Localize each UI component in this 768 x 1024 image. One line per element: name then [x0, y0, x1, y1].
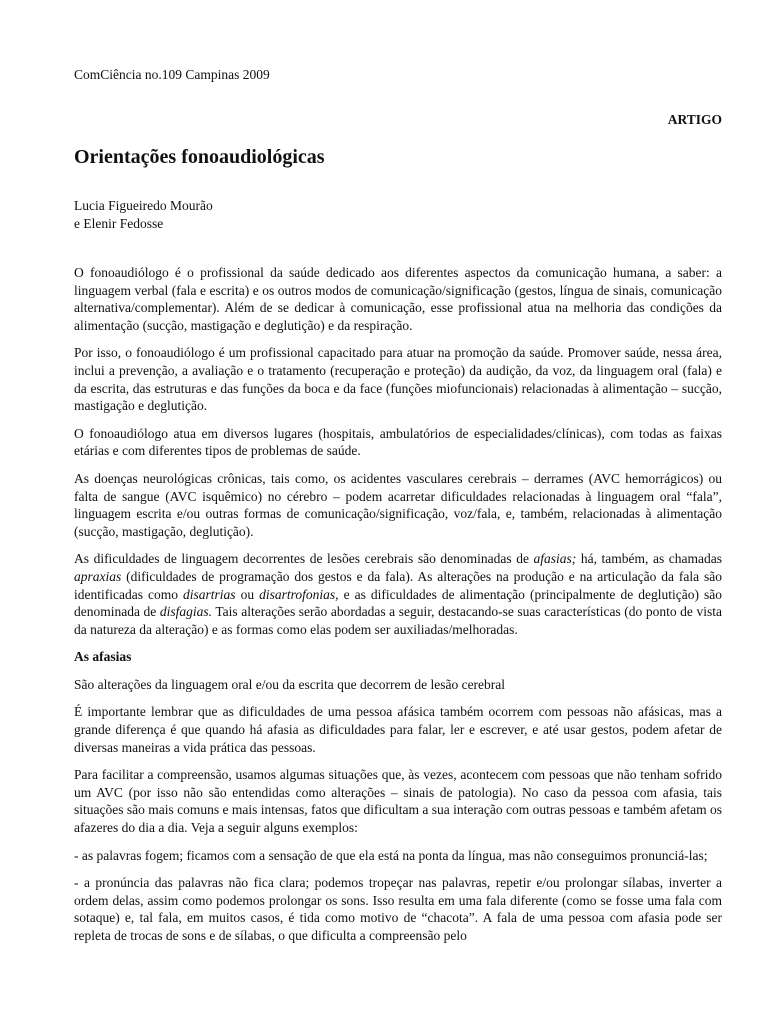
author-list	[74, 197, 213, 232]
author-name: e Elenir Fedosse	[74, 215, 164, 231]
paragraph: - as palavras fogem; ficamos com a sensação de que ela está na ponta da língua, mas não conseguimos pronunciá-las;	[74, 847, 708, 863]
author-name: Lucia Figueiredo Mourão	[74, 198, 213, 213]
term-disfagias: disfagias.	[159, 604, 213, 620]
text-run: ou	[235, 586, 260, 602]
journal-line: ComCiência no.109 Campinas 2009	[74, 67, 270, 82]
paragraph	[74, 550, 722, 638]
paragraph: As doenças neurológicas crônicas, tais como, os acidentes vasculares cerebrais – derrames (AVC hemorrágicos) ou falta de sangue (AVC isquêmico) no cérebro – podem acarretar dificuldades relacionadas à linguagem oral “fala”, linguagem escrita e/ou outras formas de comunicação/significação, voz/fala, e, também, relacionadas à alimentação (sucção, mastigação, deglutição).	[74, 470, 722, 539]
paragraph: Por isso, o fonoaudiólogo é um profissional capacitado para atuar na promoção da saúde. Promover saúde, nessa área, inclui a prevenção, a avaliação e o tratamento (recuperação e proteção) da audição, da voz, da linguagem oral (fala) e da escrita, das estruturas e das funções da boca e da face (funções miofuncionais) relacionadas à alimentação – sucção, mastigação e deglutição.	[74, 345, 722, 414]
paragraph: São alterações da linguagem oral e/ou da escrita que decorrem de lesão cerebral	[74, 676, 506, 692]
term-apraxias: apraxias	[74, 568, 122, 584]
term-afasias: afasias;	[533, 551, 577, 567]
text-run: e as dificuldades de alimentação (principalmente de deglutição) são denominada de	[74, 586, 723, 620]
article-title: Orientações fonoaudiológicas	[74, 146, 325, 168]
paragraph: O fonoaudiólogo atua em diversos lugares (hospitais, ambulatórios de especialidades/clínicas), com todas as faixas etárias e com diferentes tipos de problemas de saúde.	[74, 425, 722, 459]
term-disartrias: disartrias	[183, 586, 236, 602]
text-run: (dificuldades de programação dos gestos e da fala). As alterações na produção e na articulação da fala são identificadas como	[74, 568, 722, 602]
text-run: há, também, as chamadas	[576, 551, 722, 567]
paragraph: - a pronúncia das palavras não fica clara; podemos tropeçar nas palavras, repetir e/ou prolongar sílabas, inverter a ordem delas, assim como podemos prolongar os sons. Isso resulta em uma fala diferente (como se fosse uma fala com sotaque) e, tal fala, em muitos casos, é tida como motivo de “chacota”. A fala de uma pessoa com afasia pode ser repleta de trocas de sons e de sílabas, o que dificulta a compreensão pelo	[74, 875, 722, 943]
paragraph: Para facilitar a compreensão, usamos algumas situações que, às vezes, acontecem com pessoas que não tenham sofrido um AVC (por isso não são entendidas como alterações – sinais de patologia). No caso da pessoa com afasia, tais situações são mais comuns e mais intensas, fatos que dificultam a sua interação com outras pessoas e também afetam os afazeres do dia a dia. Veja a seguir alguns exemplos:	[74, 767, 722, 836]
section-heading: As afasias	[74, 649, 132, 665]
section-label: ARTIGO	[667, 112, 722, 127]
text-run: As dificuldades de linguagem decorrentes de lesões cerebrais são denominadas de	[74, 551, 534, 567]
text-run: Tais alterações serão abordadas a seguir, destacando-se suas características (do ponto de vista da natureza da alteração) e as formas como elas podem ser auxiliadas/melhoradas.	[74, 604, 722, 637]
article-body	[74, 264, 722, 955]
paragraph: É importante lembrar que as dificuldades de uma pessoa afásica também ocorrem com pessoas não afásicas, mas a grande diferença é que quando há afasia as dificuldades para falar, ler e escrever, e até usar gestos, podem afetar de diversas maneiras a vida prática das pessoas.	[74, 704, 722, 755]
document-page	[74, 0, 722, 1024]
paragraph: O fonoaudiólogo é o profissional da saúde dedicado aos diferentes aspectos da comunicação humana, a saber: a linguagem verbal (fala e escrita) e os outros modos de comunicação/significação (gestos, língua de sinais, comunicação alternativa/complementar). Além de se dedicar à comunicação, esse profissional atua na melhoria das condições da alimentação (sucção, mastigação e deglutição) e da respiração.	[74, 265, 722, 333]
term-disartrofonias: disartrofonias,	[259, 586, 339, 602]
